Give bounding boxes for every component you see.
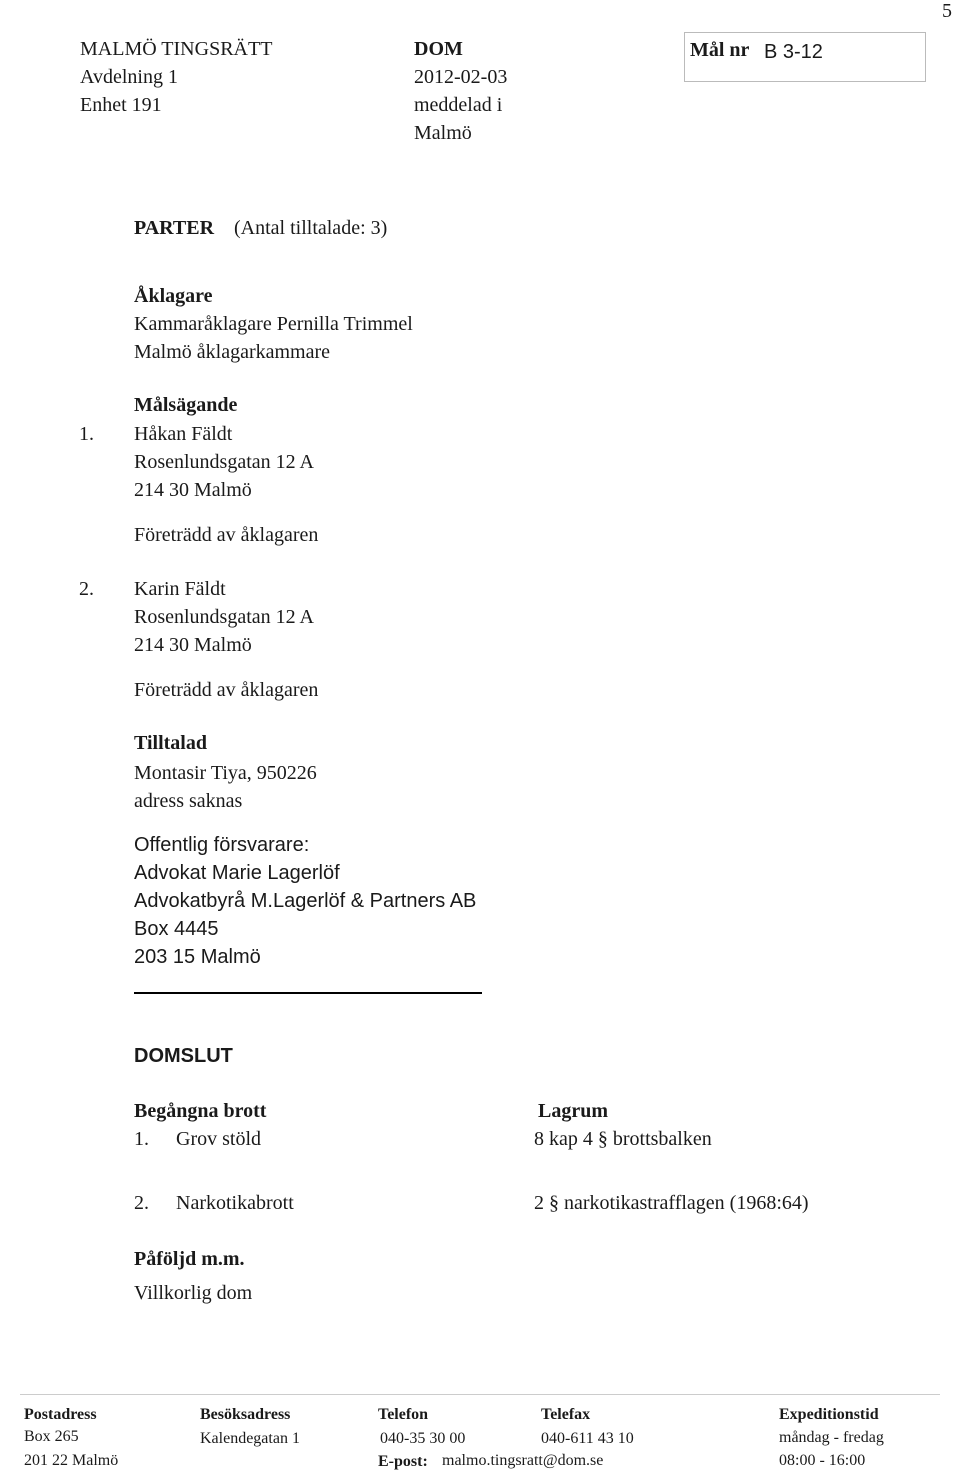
court-name: MALMÖ TINGSRÄTT — [80, 38, 273, 60]
crime-1-number: 1. — [134, 1128, 149, 1150]
footer-postal-box: Box 265 — [24, 1428, 79, 1445]
case-number-label: Mål nr — [690, 39, 750, 61]
section-divider — [134, 992, 482, 994]
defender-label: Offentlig försvarare: — [134, 834, 310, 856]
sanction-text: Villkorlig dom — [134, 1282, 253, 1304]
plaintiffs-heading: Målsägande — [134, 394, 238, 416]
document-header — [414, 35, 507, 147]
delivered-place: Malmö — [414, 122, 472, 144]
document-date: 2012-02-03 — [414, 66, 508, 88]
crime-1-name: Grov stöld — [176, 1128, 261, 1150]
crimes-column-heading: Begångna brott — [134, 1100, 267, 1122]
sanction-heading: Påföljd m.m. — [134, 1248, 245, 1270]
crime-2-law: 2 § narkotikastrafflagen (1968:64) — [534, 1192, 809, 1214]
footer-divider — [20, 1394, 940, 1395]
document-type: DOM — [414, 38, 463, 60]
prosecutor-office: Malmö åklagarkammare — [134, 341, 331, 363]
plaintiff-2-name: Karin Fäldt — [134, 578, 226, 600]
footer-phone-label: Telefon — [378, 1406, 429, 1423]
plaintiff-1-number: 1. — [79, 423, 94, 445]
plaintiff-2-number: 2. — [79, 578, 94, 600]
parties-heading: PARTER — [134, 217, 215, 239]
footer-fax-label: Telefax — [541, 1406, 591, 1423]
defendant-address: adress saknas — [134, 790, 243, 812]
footer-fax: 040-611 43 10 — [541, 1430, 634, 1447]
division: Avdelning 1 — [80, 66, 178, 88]
case-number: B 3-12 — [764, 41, 823, 63]
crime-1-law: 8 kap 4 § brottsbalken — [534, 1128, 712, 1150]
plaintiff-1-street: Rosenlundsgatan 12 A — [134, 451, 314, 473]
defender-firm: Advokatbyrå M.Lagerlöf & Partners AB — [134, 890, 477, 912]
defender-box: Box 4445 — [134, 918, 219, 940]
footer-hours-label: Expeditionstid — [779, 1406, 879, 1423]
plaintiff-2-city: 214 30 Malmö — [134, 634, 252, 656]
defender-city: 203 15 Malmö — [134, 946, 261, 968]
footer-visit-label: Besöksadress — [200, 1406, 291, 1423]
footer-hours-days: måndag - fredag — [779, 1429, 884, 1446]
crime-2-name: Narkotikabrott — [176, 1192, 294, 1214]
delivered-label: meddelad i — [414, 94, 503, 116]
footer-visit-address: Kalendegatan 1 — [200, 1430, 300, 1447]
page-number: 5 — [942, 0, 952, 22]
law-column-heading: Lagrum — [538, 1100, 608, 1122]
prosecutor-heading: Åklagare — [134, 285, 213, 307]
footer-phone: 040-35 30 00 — [380, 1430, 466, 1447]
plaintiff-1-represented: Företrädd av åklagaren — [134, 524, 319, 546]
prosecutor-name: Kammaråklagare Pernilla Trimmel — [134, 313, 413, 335]
plaintiff-2-represented: Företrädd av åklagaren — [134, 679, 319, 701]
court-header — [80, 35, 272, 119]
footer-postal-label: Postadress — [24, 1406, 97, 1423]
plaintiff-1-name: Håkan Fäldt — [134, 423, 233, 445]
defender-name: Advokat Marie Lagerlöf — [134, 862, 340, 884]
footer-email-label: E-post: — [378, 1453, 428, 1470]
defendant-heading: Tilltalad — [134, 732, 207, 754]
crime-2-number: 2. — [134, 1192, 149, 1214]
verdict-heading: DOMSLUT — [134, 1045, 233, 1067]
plaintiff-1-city: 214 30 Malmö — [134, 479, 252, 501]
footer-postal-city: 201 22 Malmö — [24, 1452, 119, 1469]
footer-email: malmo.tingsratt@dom.se — [442, 1452, 604, 1469]
case-number-box — [684, 32, 926, 82]
footer-hours-time: 08:00 - 16:00 — [779, 1452, 866, 1469]
plaintiff-2-street: Rosenlundsgatan 12 A — [134, 606, 314, 628]
parties-count-note: (Antal tilltalade: 3) — [234, 217, 388, 239]
defendant-name: Montasir Tiya, 950226 — [134, 762, 317, 784]
unit: Enhet 191 — [80, 94, 162, 116]
